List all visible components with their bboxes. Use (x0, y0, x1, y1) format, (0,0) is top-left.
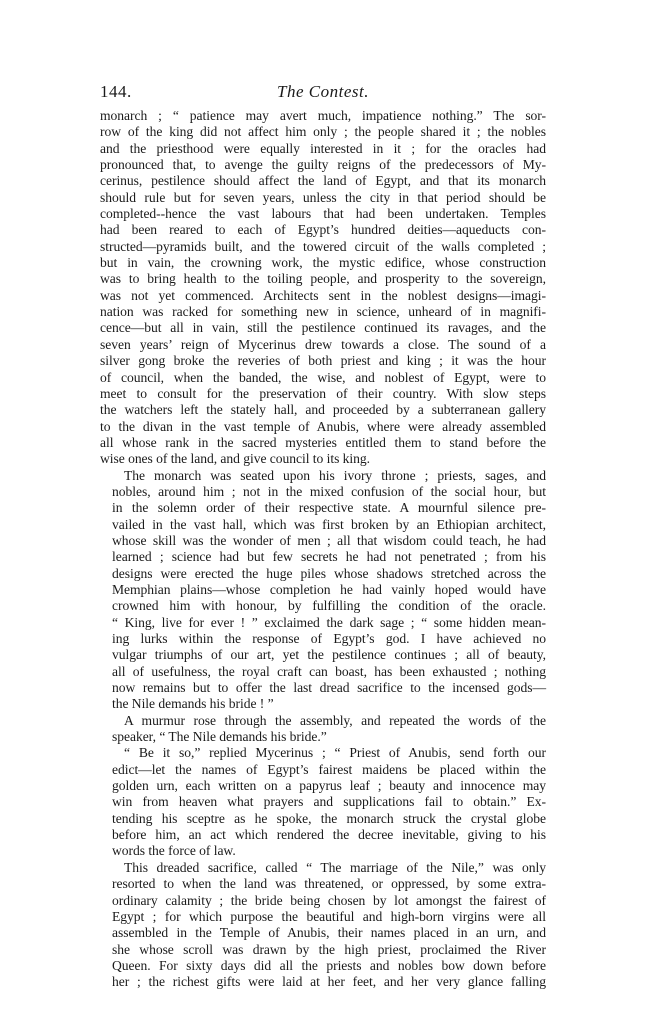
text-line: whose skill was the wonder of men ; all that wisdom could teach, he had (112, 532, 546, 548)
text-line: win from heaven what prayers and supplications fail to obtain.” Ex- (112, 794, 546, 810)
text-line: assembled in the Temple of Anubis, their names placed in an urn, and (112, 925, 546, 941)
text-line: cence—but all in vain, still the pestilence continued its ravages, and the (100, 320, 546, 336)
text-line: of council, when the banded, the wise, and noblest of Egypt, were to (100, 369, 546, 385)
text-line: and the priesthood were equally interested in it ; for the oracles had (100, 140, 546, 156)
text-line: Queen. For sixty days did all the priests and nobles bow down before (112, 957, 546, 973)
text-line: designs were erected the huge piles whose shadows stretched across the (112, 565, 546, 581)
text-line: the Nile demands his bride ! ” (112, 696, 274, 712)
text-line: The monarch was seated upon his ivory throne ; priests, sages, and (124, 467, 546, 483)
paragraph (100, 745, 546, 859)
text-line: pronounced that, to avenge the guilty reigns of the predecessors of My- (100, 157, 546, 173)
text-line: silver gong broke the reveries of both priest and king ; it was the hour (100, 353, 546, 369)
text-line: crowned him with honour, by fulfilling the condition of the oracle. (112, 598, 546, 614)
text-line: nobles, around him ; not in the mixed confusion of the social hour, but (112, 483, 546, 499)
text-line: vulgar triumphs of our art, yet the pestilence continues ; all of beauty, (112, 647, 546, 663)
text-line: was not yet commenced. Architects sent in the noblest designs—imagi- (100, 287, 546, 303)
text-line: Egypt ; for which purpose the beautiful and high-born virgins were all (112, 908, 546, 924)
text-line: cerinus, pestilence should affect the land of Egypt, and that its monarch (100, 173, 546, 189)
body-text (100, 108, 546, 991)
text-line: but in vain, the crowning work, the mystic edifice, whose construction (100, 255, 546, 271)
text-line: learned ; science had but few secrets he had not penetrated ; from his (112, 549, 546, 565)
text-line: should rule but for seven years, unless the city in that period should be (100, 189, 546, 205)
text-line: Memphian plains—whose completion he had vainly hoped would have (112, 581, 546, 597)
page-number: 144. (100, 82, 132, 101)
text-line: before him, an act which rendered the decree inevitable, giving to his (112, 827, 546, 843)
text-line: structed—pyramids built, and the towered circuit of the walls completed ; (100, 238, 546, 254)
text-line: meet to consult for the preservation of their country. With slow steps (100, 385, 546, 401)
text-line: now remains but to offer the last dread sacrifice to the incensed gods— (112, 680, 546, 696)
text-line: edict—let the names of Egypt’s fairest maidens be placed within the (112, 761, 546, 777)
text-line: A murmur rose through the assembly, and repeated the words of the (124, 712, 546, 728)
page-header (100, 82, 546, 108)
text-line: her ; the richest gifts were laid at her feet, and her very glance falling (112, 974, 546, 990)
book-page (100, 82, 546, 991)
text-line: “ Be it so,” replied Mycerinus ; “ Priest of Anubis, send forth our (124, 745, 546, 761)
text-line: completed--hence the vast labours that had been undertaken. Temples (100, 206, 546, 222)
text-line: row of the king did not affect him only ; the people shared it ; the nobles (100, 124, 546, 140)
paragraph (100, 713, 546, 746)
text-line: golden urn, each written on a papyrus leaf ; beauty and innocence may (112, 778, 546, 794)
text-line: tending his sceptre as he spoke, the monarch struck the crystal globe (112, 810, 546, 826)
text-line: in the solemn order of their respective state. A mournful silence pre- (112, 500, 546, 516)
paragraph (100, 860, 546, 991)
text-line: vailed in the vast hall, which was first broken by an Ethiopian architect, (112, 516, 546, 532)
text-line: she whose scroll was drawn by the high priest, proclaimed the River (112, 941, 546, 957)
text-line: was to bring health to the toiling people, and prosperity to the sovereign, (100, 271, 546, 287)
running-title: The Contest. (277, 82, 369, 101)
text-line: “ King, live for ever ! ” exclaimed the dark sage ; “ some hidden mean- (112, 614, 546, 630)
text-line: monarch ; “ patience may avert much, impatience nothing.” The sor- (100, 108, 546, 123)
paragraph (100, 108, 546, 468)
text-line: to the divan in the vast temple of Anubis, where were already assembled (100, 418, 546, 434)
text-line: This dreaded sacrifice, called “ The marriage of the Nile,” was only (124, 859, 546, 875)
text-line: wise ones of the land, and give council to its king. (100, 451, 370, 467)
text-line: speaker, “ The Nile demands his bride.” (112, 729, 327, 745)
text-line: seven years’ reign of Mycerinus drew towards a close. The sound of a (100, 336, 546, 352)
text-line: the watchers left the stately hall, and proceeded by a subterranean gallery (100, 402, 546, 418)
text-line: had been reared to each of Egypt’s hundred deities—aqueducts con- (100, 222, 546, 238)
text-line: words the force of law. (112, 843, 236, 859)
text-line: all whose rank in the sacred mysteries entitled them to stand before the (100, 434, 546, 450)
paragraph (100, 468, 546, 713)
text-line: nation was racked for something new in science, unheard of in magnifi- (100, 304, 546, 320)
text-line: ordinary calamity ; the bride being chosen by lot amongst the fairest of (112, 892, 546, 908)
text-line: resorted to when the land was threatened, or oppressed, by some extra- (112, 876, 546, 892)
text-line: ing lurks within the response of Egypt’s god. I have achieved no (112, 631, 546, 646)
text-line: all of usefulness, the royal craft can boast, has been exhausted ; nothing (112, 663, 546, 679)
